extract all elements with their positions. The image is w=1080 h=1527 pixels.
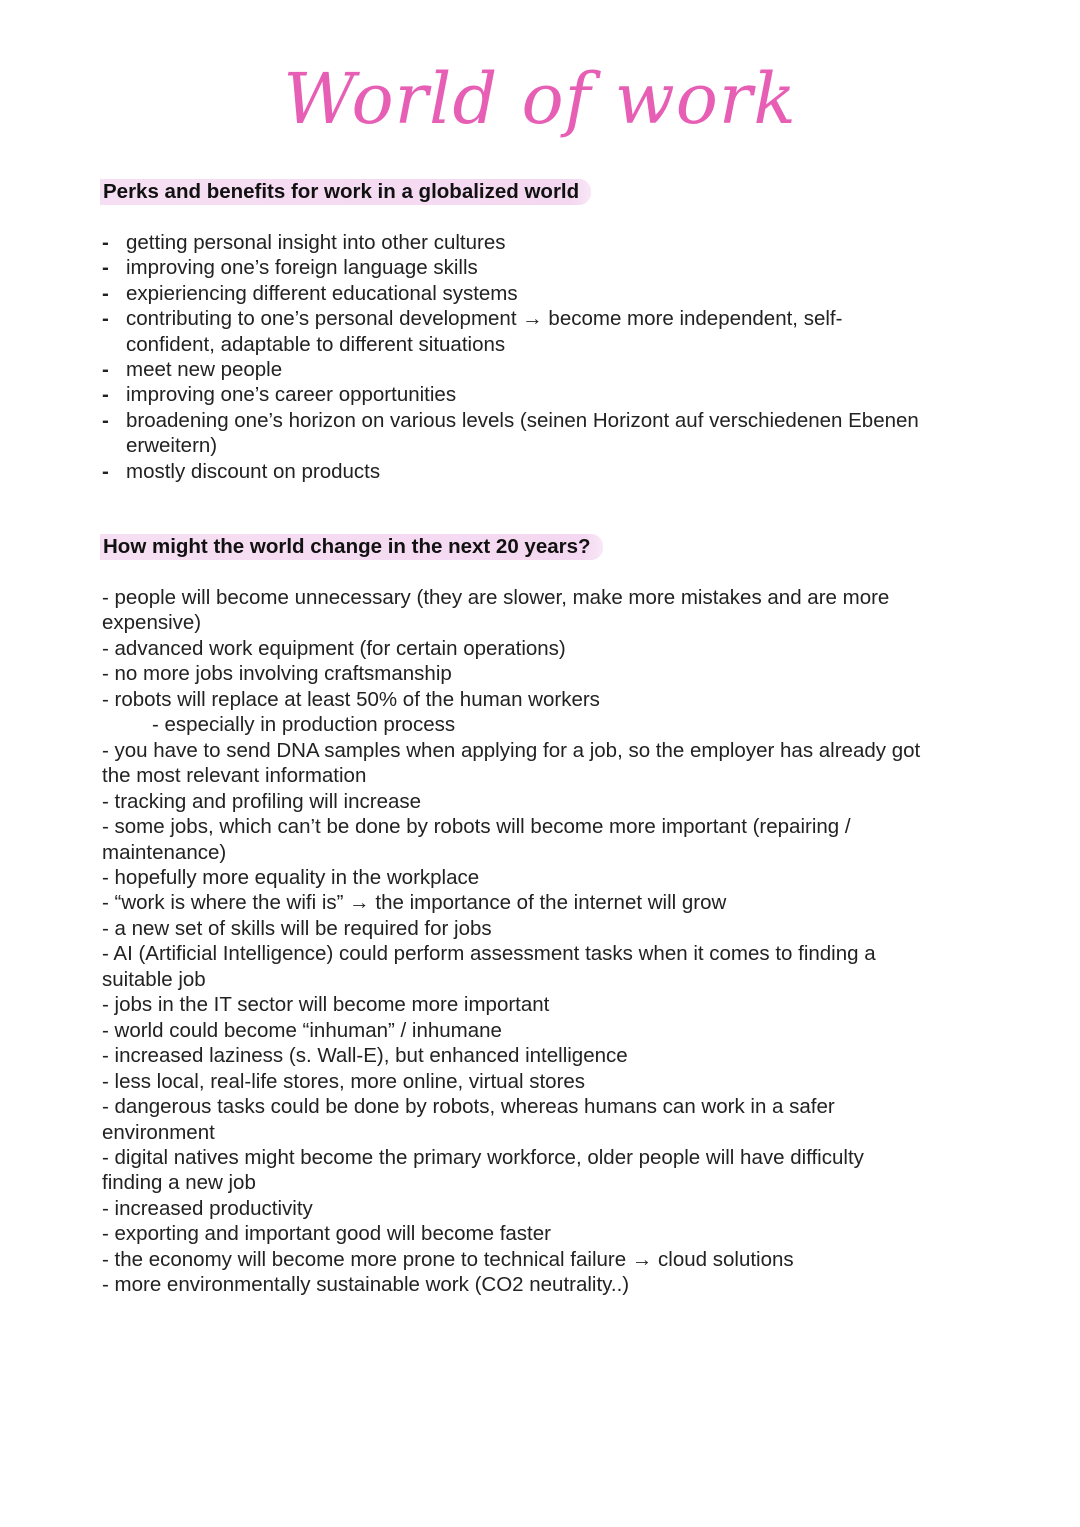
list-item: - improving one’s foreign language skills [102,256,478,280]
list-item: - more environmentally sustainable work (CO2 neutrality..) [102,1273,630,1297]
list-item: - increased laziness (s. Wall-E), but enhanced intelligence [102,1044,628,1068]
list-item: - tracking and profiling will increase [102,789,422,813]
list-item: - robots will replace at least 50% of the human workers [102,687,600,711]
list-item: - AI (Artificial Intelligence) could perform assessment tasks when it comes to finding a [102,942,876,966]
list-item: - increased productivity [102,1196,313,1220]
list-item: - contributing to one’s personal development → become more independent, self-confident, adaptable to different situations [102,307,843,356]
list-item: - advanced work equipment (for certain operations) [102,636,566,660]
list-item: - jobs in the IT sector will become more important [102,993,550,1017]
list-item: - broadening one’s horizon on various levels (seinen Horizont auf verschiedenen Ebenen erweitern) [102,408,919,458]
list-item: - digital natives might become the primary workforce, older people will have difficulty [102,1145,864,1169]
list-item: - no more jobs involving craftsmanship [102,662,452,686]
list-item: - exporting and important good will become faster [102,1222,551,1246]
list-item: - expieriencing different educational systems [102,281,518,305]
list-item: - dangerous tasks could be done by robots, whereas humans can work in a safer [102,1095,835,1119]
section-heading-perks: Perks and benefits for work in a globalized world [100,179,591,205]
list-item: maintenance) [102,840,227,864]
list-item: environment [102,1120,215,1144]
list-item: - people will become unnecessary (they are slower, make more mistakes and are more [102,586,890,609]
section-heading-future: How might the world change in the next 20 years? [100,534,603,560]
list-item: - especially in production process [152,713,456,737]
list-item: - meet new people [102,358,283,382]
list-item: - improving one’s career opportunities [102,383,457,407]
list-item: finding a new job [102,1171,256,1195]
page-title: World of work [283,58,797,140]
list-item: suitable job [102,967,206,991]
list-item: expensive) [102,611,202,635]
list-item: - some jobs, which can’t be done by robots will become more important (repairing / [102,815,851,839]
perks-list [102,230,1002,484]
list-item: - the economy will become more prone to technical failure → cloud solutions [102,1247,794,1271]
list-item: - getting personal insight into other cultures [102,231,506,254]
list-item: - mostly discount on products [102,459,381,483]
list-item: - world could become “inhuman” / inhumane [102,1018,502,1042]
list-item: - hopefully more equality in the workplace [102,865,480,889]
list-item: - you have to send DNA samples when applying for a job, so the employer has already got [102,738,921,762]
list-item: - less local, real-life stores, more online, virtual stores [102,1069,586,1093]
list-item: - “work is where the wifi is” → the importance of the internet will grow [102,891,727,915]
list-item: the most relevant information [102,764,367,788]
future-changes-list [102,585,982,1298]
list-item: - a new set of skills will be required for jobs [102,916,492,940]
